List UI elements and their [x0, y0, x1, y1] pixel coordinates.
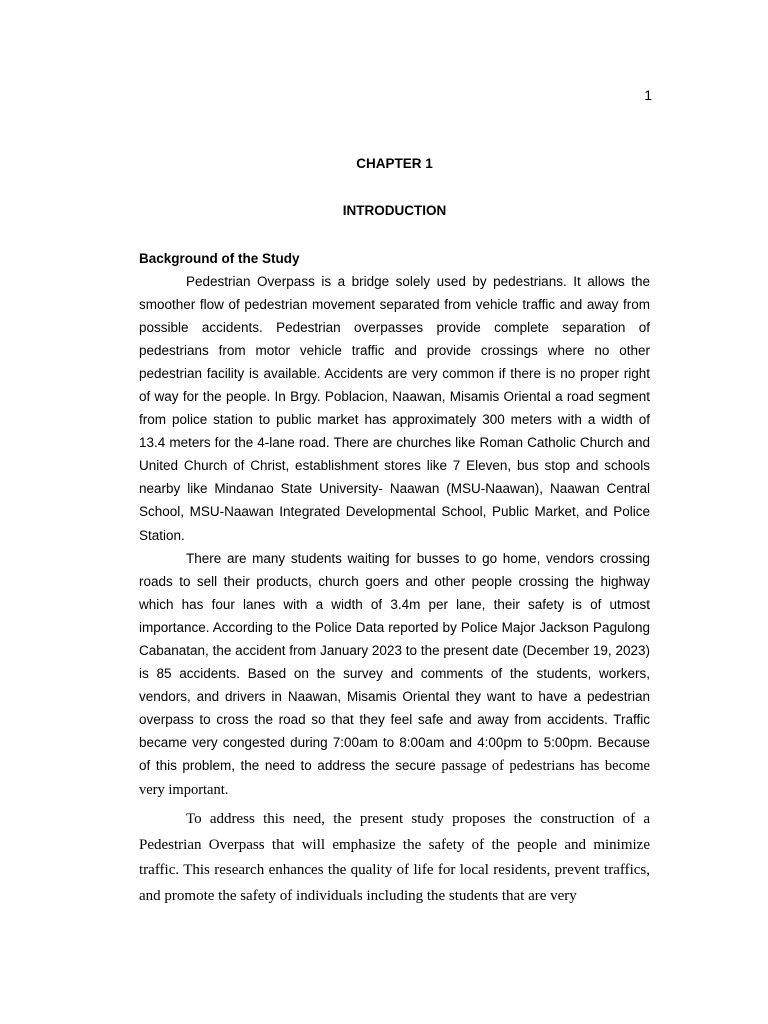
section-title: INTRODUCTION — [342, 203, 447, 218]
body-text — [139, 247, 650, 909]
paragraph-1: Pedestrian Overpass is a bridge solely used by pedestrians. It allows the smoother flow of pedestrian movement separated from vehicle traffic and away from possible accidents. Pedestrian overpasses provide complete separation of pedestrians from motor vehicle traffic and provide crossings where no other pedestrian facility is available. Accidents are very common if there is no proper right of way for the people. In Brgy. Poblacion, Naawan, Misamis Oriental a road segment from police station to public market has approximately 300 meters with a width of 13.4 meters for the 4-lane road. There are churches like Roman Catholic Church and United Church of Christ, establishment stores like 7 Eleven, bus stop and schools nearby like Mindanao State University- Naawan (MSU-Naawan), Naawan Central School, MSU-Naawan Integrated Developmental School, Public Market, and Police Station. — [139, 274, 650, 543]
paragraph-2-main: There are many students waiting for busses to go home, vendors crossing roads to sell their products, church goers and other people crossing the highway which has four lanes with a width of 3.4m per lane, their safety is of utmost importance. According to the Police Data reported by Police Major Jackson Pagulong Cabanatan, the accident from January 2023 to the present date (December 19, 2023) is 85 accidents. Based on the survey and comments of the students, workers, vendors, and drivers in Naawan, Misamis Oriental they want to have a pedestrian overpass to cross the road so that they feel safe and away from accidents. Traffic became very congested during 7:00am to 8:00am and 4:00pm to 5:00pm. Because of this problem, the need to address the secure — [139, 550, 650, 773]
paragraph-2-tail: passage of pedestrians has become very important. — [139, 757, 650, 799]
paragraph-3: To address this need, the present study proposes the construction of a Pedestrian Overpass that will emphasize the safety of the people and minimize traffic. This research enhances the quality of life for local residents, prevent traffics, and promote the safety of individuals including the students that are very — [139, 811, 650, 904]
paragraph-2 — [139, 547, 650, 803]
subsection-heading: Background of the Study — [139, 251, 300, 266]
chapter-title: CHAPTER 1 — [356, 156, 433, 171]
page-number: 1 — [644, 87, 652, 103]
